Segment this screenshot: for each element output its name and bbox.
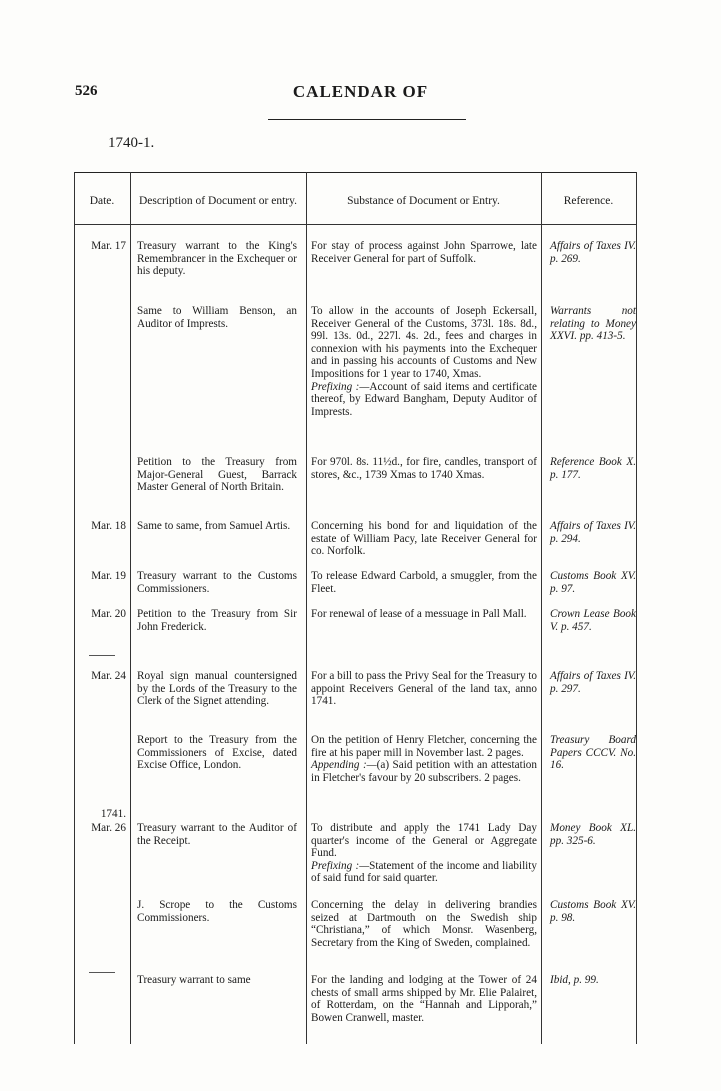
table-left-rule (74, 172, 75, 1044)
table-top-rule (74, 172, 636, 173)
entry-date: Mar. 26 (91, 822, 126, 834)
entry-description: J. Scrope to the Customs Commissioners. (137, 899, 297, 924)
substance-text: To allow in the accounts of Joseph Eckersall, Receiver General of the Customs, 373l. 18s. 8d., 99l. 13s. 0d., 227l. 4s. 2d., fees and charges in connexion with his payments into the Exchequer and in passing his accounts of Customs and New Impositions for 1 year to 1740, Xmas. (311, 305, 537, 380)
entry-substance: Concerning the delay in delivering brandies seized at Dartmouth on the Swedish ship “Christiana,” of which Monsr. Wasenberg, Secretary from the King of Sweden, complained. (311, 899, 537, 949)
note-label: Appending :— (311, 759, 377, 772)
note-label: Prefixing :— (311, 380, 370, 393)
entry-substance: For renewal of lease of a messuage in Pall Mall. (311, 608, 527, 620)
entry-date: Mar. 19 (91, 570, 126, 582)
entry-description: Royal sign manual countersigned by the Lords of the Treasury to the Clerk of the Signet attending. (137, 670, 297, 708)
header-description: Description of Document or entry. (139, 194, 297, 207)
page-number: 526 (75, 83, 98, 99)
header-date: Date. (89, 194, 115, 207)
entry-substance (311, 822, 537, 885)
note-label: Prefixing :— (311, 859, 370, 872)
entry-substance: For stay of process against John Sparrowe, late Receiver General for part of Suffolk. (311, 240, 537, 265)
entry-date: Mar. 18 (91, 520, 126, 532)
entry-reference: Customs Book XV. p. 98. (550, 899, 636, 924)
entry-reference: Affairs of Taxes IV. p. 297. (550, 670, 636, 695)
entry-substance: For a bill to pass the Privy Seal for the Treasury to appoint Receivers General of the land tax, anno 1741. (311, 670, 537, 708)
entry-description: Treasury warrant to the Customs Commissioners. (137, 570, 297, 595)
entry-description: Same to same, from Samuel Artis. (137, 520, 291, 532)
year-heading: 1740-1. (108, 135, 155, 151)
substance-text: To distribute and apply the 1741 Lady Day quarter's income of the General or Aggregate Fund. (311, 822, 537, 860)
running-title: CALENDAR OF (292, 82, 429, 101)
note-text: Account of said items and certificate thereof, by Edward Bangham, Deputy Auditor of Imprests. (311, 380, 538, 418)
entry-description: Treasury warrant to the King's Remembrancer in the Exchequer or his deputy. (137, 240, 297, 278)
separator-rule (89, 972, 115, 973)
entry-reference: Money Book XL. pp. 325-6. (550, 822, 636, 847)
header-reference: Reference. (563, 194, 614, 207)
entry-reference: Warrants not relating to Money XXVI. pp. 413-5. (550, 305, 636, 343)
substance-text: On the petition of Henry Fletcher, concerning the fire at his paper mill in November last. 2 pages. (311, 734, 537, 759)
entry-substance: To release Edward Carbold, a smuggler, from the Fleet. (311, 570, 537, 595)
entry-reference: Crown Lease Book V. p. 457. (550, 608, 636, 633)
header-rule (74, 224, 636, 225)
entry-substance: Concerning his bond for and liquidation of the estate of William Pacy, late Receiver General for co. Norfolk. (311, 520, 537, 558)
entry-substance (311, 305, 537, 418)
entry-description: Report to the Treasury from the Commissioners of Excise, dated Excise Office, London. (137, 734, 297, 772)
entry-substance (311, 734, 537, 784)
column-rule (541, 172, 542, 1044)
entry-reference: Treasury Board Papers CCCV. No. 16. (550, 734, 636, 772)
entry-description: Treasury warrant to same (137, 974, 251, 986)
entry-reference: Ibid, p. 99. (550, 974, 599, 986)
column-rule (306, 172, 307, 1044)
entry-reference: Customs Book XV. p. 97. (550, 570, 636, 595)
entry-date-year: 1741. (100, 808, 126, 820)
entry-description: Same to William Benson, an Auditor of Imprests. (137, 305, 297, 330)
header-substance: Substance of Document or Entry. (347, 194, 500, 207)
entry-description: Petition to the Treasury from Major-General Guest, Barrack Master General of North Britain. (137, 456, 297, 494)
entry-date: Mar. 17 (91, 240, 126, 252)
column-rule (130, 172, 131, 1044)
table-right-rule (636, 172, 637, 1044)
entry-substance: For 970l. 8s. 11½d., for fire, candles, transport of stores, &c., 1739 Xmas to 1740 Xmas. (311, 456, 537, 481)
entry-substance: For the landing and lodging at the Tower of 24 chests of small arms shipped by Mr. Elie Palairet, of Rotterdam, on the “Hannah and Lipporah,” Bowen Cranwell, master. (311, 974, 537, 1024)
entry-date: Mar. 24 (91, 670, 126, 682)
entry-description: Treasury warrant to the Auditor of the Receipt. (137, 822, 297, 847)
entry-reference: Affairs of Taxes IV. p. 294. (550, 520, 636, 545)
note-text: Statement of the income and liability of said fund for said quarter. (311, 859, 537, 885)
entry-description: Petition to the Treasury from Sir John Frederick. (137, 608, 297, 633)
entry-reference: Affairs of Taxes IV. p. 269. (550, 240, 636, 265)
entry-reference: Reference Book X. p. 177. (550, 456, 636, 481)
entry-date: Mar. 20 (91, 608, 126, 620)
note-text: (a) Said petition with an attestation in Fletcher's favour by 20 subscribers. 2 pages. (311, 759, 537, 784)
title-rule (268, 119, 466, 120)
separator-rule (89, 655, 115, 656)
calendar-table (74, 172, 636, 1044)
